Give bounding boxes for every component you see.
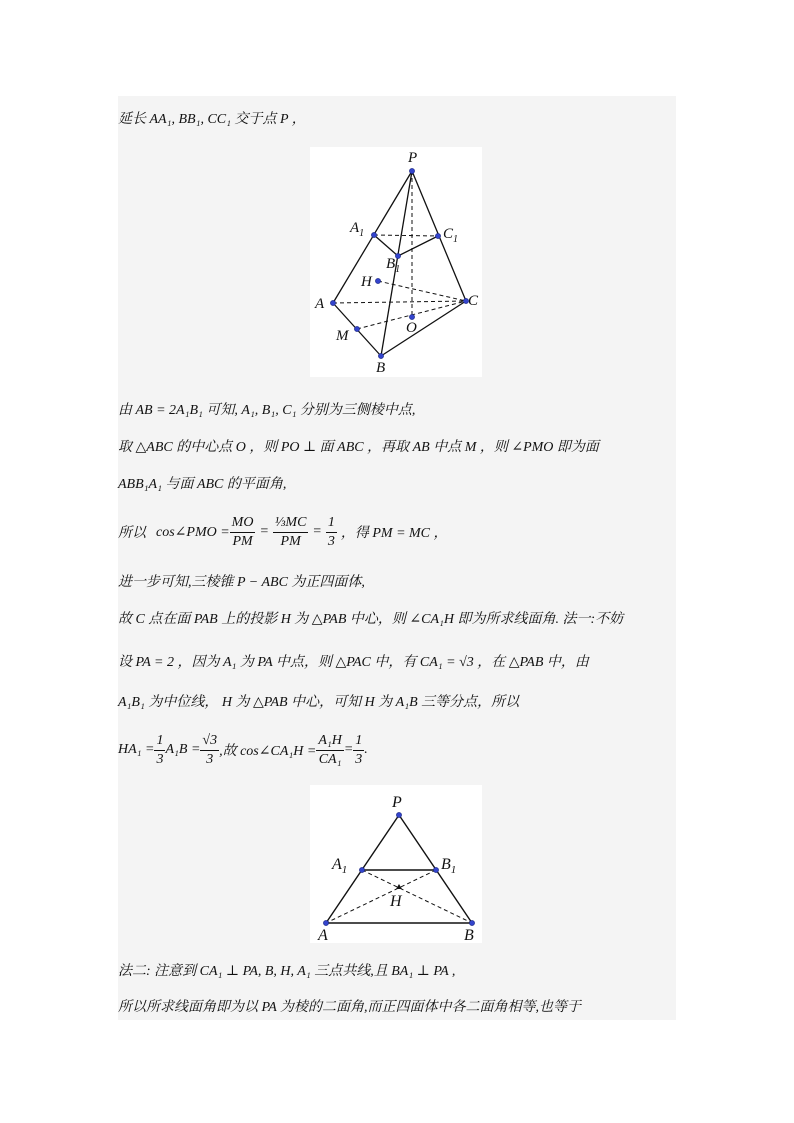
text-line-3: 取 △ABC 的中心点 O ，则 PO ⊥ 面 ABC ，再取 AB 中点 M ，则 ∠PMO 即为面 xyxy=(118,440,599,455)
label-O: O xyxy=(406,320,417,336)
text-line-5-cos: cos∠PMO = xyxy=(156,524,230,540)
text-line-5-suffix: ，得 PM = MC ， xyxy=(340,526,448,541)
text-line-1: 延长 AA₁, BB₁, CC₁ 交于点 P ， xyxy=(118,112,306,127)
text-line-10-end: . xyxy=(364,742,368,757)
text-line-10 xyxy=(118,726,676,774)
triangle-figure xyxy=(310,785,482,943)
text-line-5-prefix: 所以 xyxy=(118,526,146,541)
label2-H: H xyxy=(390,893,402,910)
triangle-diagram xyxy=(310,785,482,943)
tetrahedron-diagram xyxy=(310,147,482,377)
label-C: C xyxy=(468,293,479,309)
text-line-9: A₁B₁ 为中位线， H 为 △PAB 中心，可知 H 为 A₁B 三等分点，所以 xyxy=(118,695,520,710)
label2-B: B xyxy=(464,927,474,943)
text-line-2: 由 AB = 2A₁B₁ 可知, A₁, B₁, C₁ 分别为三侧棱中点, xyxy=(118,403,416,418)
label-B: B xyxy=(376,360,386,376)
fraction-one-third-c: $\frac{1}{3}$ xyxy=(355,732,363,767)
document-page xyxy=(118,96,676,1020)
text-line-10-ha1: HA₁ = xyxy=(118,742,155,757)
label-H: H xyxy=(361,274,372,290)
fraction-one-third-b: $\frac{1}{3}$ xyxy=(156,732,164,767)
fraction-a1h-ca1: $\frac{\text{A₁H}}{\text{CA₁}}$ xyxy=(318,732,342,767)
fraction-one-third: $\frac{1}{3}$ xyxy=(327,514,335,549)
text-line-10-cos: ,故 cos∠CA₁H = xyxy=(219,744,317,759)
label-M: M xyxy=(336,328,349,344)
text-line-12: 所以所求线面角即为以 PA 为棱的二面角,而正四面体中各二面角相等,也等于 xyxy=(118,1000,582,1015)
label2-B1: $B_1$ xyxy=(441,856,457,876)
label-B1: $B_1$ xyxy=(386,256,401,275)
text-line-11: 法二: 注意到 CA₁ ⊥ PA, B, H, A₁ 三点共线,且 BA₁ ⊥ PA , xyxy=(118,964,456,979)
text-line-4: ABB₁A₁ 与面 ABC 的平面角, xyxy=(118,477,287,492)
label-C1: $C_1$ xyxy=(443,226,459,245)
tetrahedron-figure xyxy=(310,147,482,377)
text-line-6: 进一步可知,三棱锥 P − ABC 为正四面体, xyxy=(118,575,365,590)
label2-A: A xyxy=(318,927,328,943)
fraction-mc-pm: $\frac{\text{⅓MC}}{PM}$ xyxy=(274,514,307,549)
label-A1: $A_1$ xyxy=(350,220,365,239)
text-line-10-a1b: A₁B = xyxy=(165,742,201,757)
label-A: A xyxy=(315,296,325,312)
label2-P: P xyxy=(392,794,402,811)
label-P: P xyxy=(408,150,418,166)
text-line-10-eq: = xyxy=(343,742,354,757)
text-line-5: 所以 cos∠PMO = $\frac{MO}{PM}$ = $\frac{\text{⅓MC}}{PM}$ = $\frac{1}{3}$ ，得 PM = MC ， xyxy=(118,514,448,549)
fraction-sqrt3-3: $\frac{√3}{3}$ xyxy=(202,732,218,767)
text-line-8: 设 PA = 2 ，因为 A₁ 为 PA 中点，则 △PAC 中，有 CA₁ = √3 ，在 △PAB 中，由 xyxy=(118,655,589,670)
text-line-7: 故 C 点在面 PAB 上的投影 H 为 △PAB 中心，则 ∠CA₁H 即为所求线面角. 法一:不妨 xyxy=(118,612,624,627)
fraction-mo-pm: $\frac{MO}{PM}$ xyxy=(231,514,254,549)
label2-A1: $A_1$ xyxy=(332,856,348,876)
